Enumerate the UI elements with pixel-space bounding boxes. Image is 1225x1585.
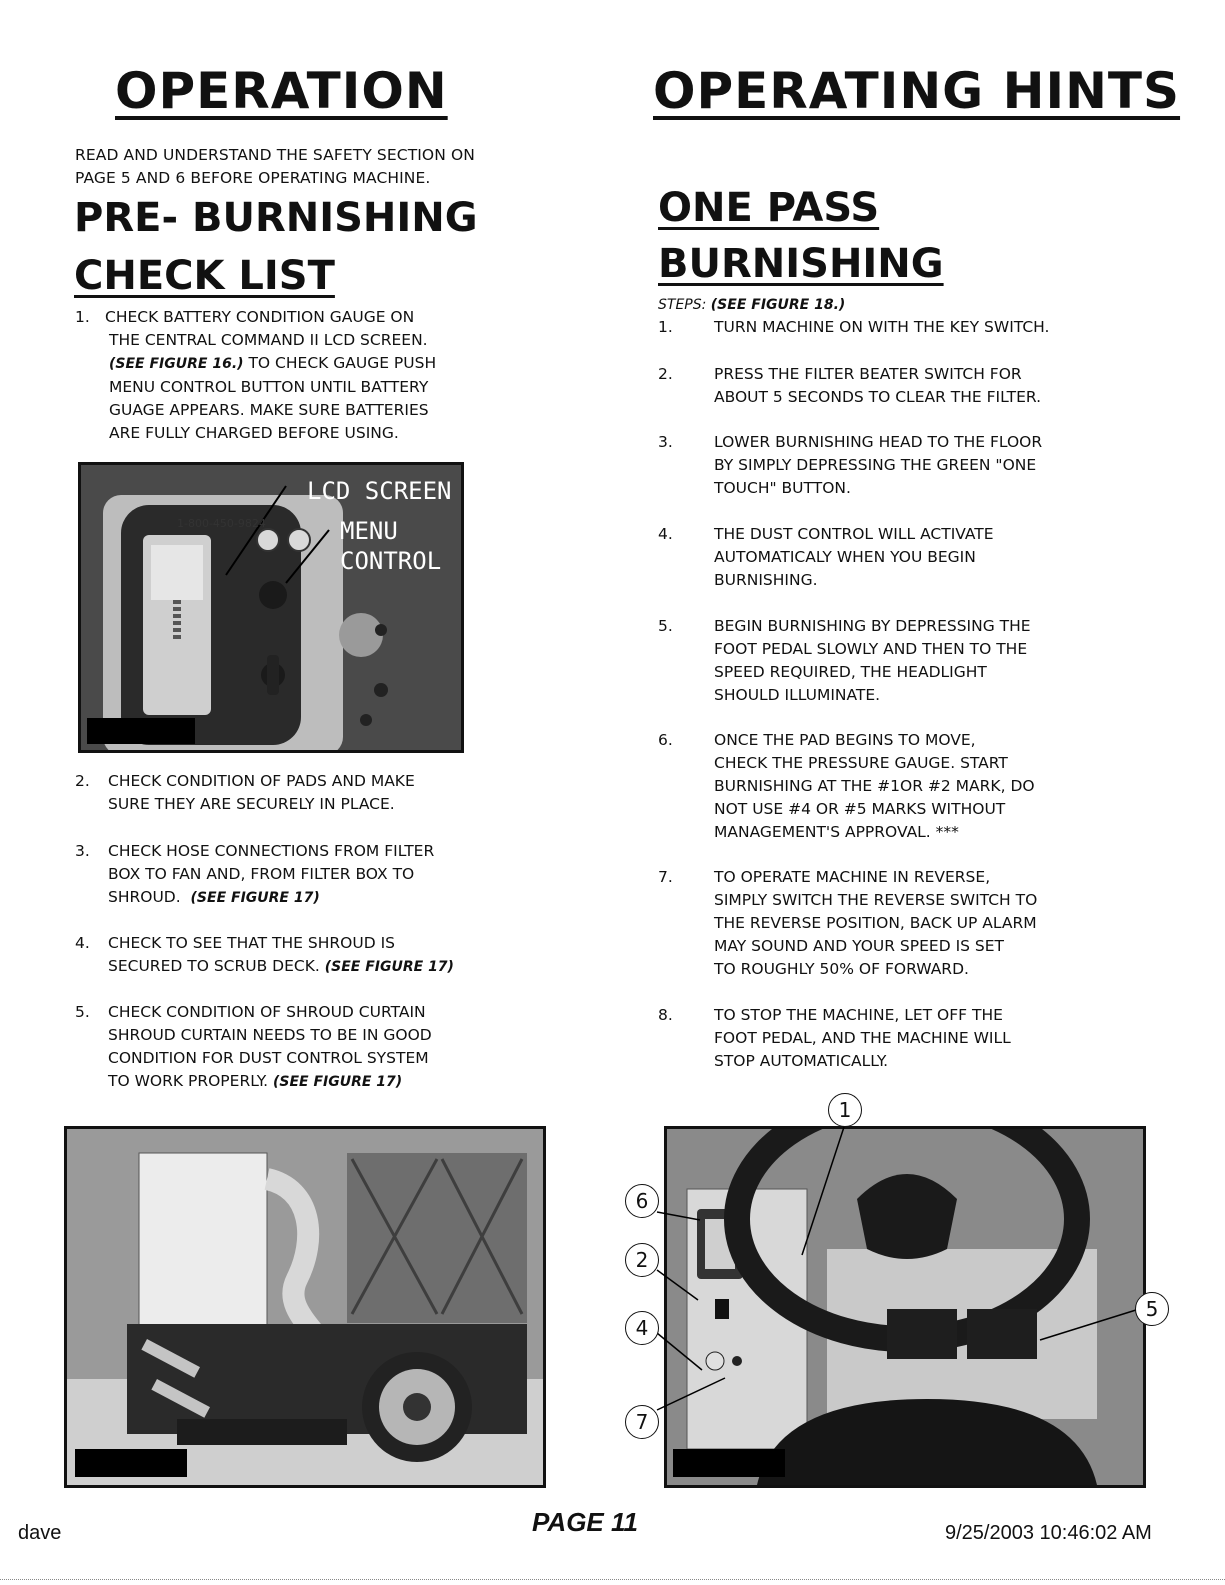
step-number: 2.	[658, 365, 673, 383]
step-number: 1.	[658, 318, 673, 336]
footer-dotted-line	[0, 1579, 1225, 1580]
item-line: BOX TO FAN AND, FROM FILTER BOX TO	[108, 865, 415, 883]
operating-hints-title: OPERATING HINTS	[653, 62, 1181, 120]
step-number: 8.	[658, 1006, 673, 1024]
footer-author: dave	[18, 1522, 62, 1544]
item-line: ARE FULLY CHARGED BEFORE USING.	[109, 424, 399, 442]
check-list-heading: CHECK LIST	[74, 253, 335, 299]
lcd-screen-label: LCD SCREEN	[307, 477, 452, 505]
figure-17-photo	[64, 1126, 546, 1488]
step-line: BY SIMPLY DEPRESSING THE GREEN "ONE	[714, 456, 1037, 474]
burnishing-heading: BURNISHING	[658, 241, 944, 287]
step-line: MAY SOUND AND YOUR SPEED IS SET	[714, 937, 1005, 955]
intro-line: READ AND UNDERSTAND THE SAFETY SECTION ON	[75, 146, 475, 164]
callout-1: 1	[828, 1093, 862, 1127]
step-line: AUTOMATICALY WHEN YOU BEGIN	[714, 548, 976, 566]
item-number: 5.	[75, 1003, 90, 1021]
checklist-item-3	[75, 840, 515, 912]
checklist-item-2	[75, 770, 515, 820]
step-line: NOT USE #4 OR #5 MARKS WITHOUT	[714, 800, 1006, 818]
figure-reference: (SEE FIGURE 17)	[272, 1074, 403, 1090]
checklist-item-4	[75, 932, 515, 982]
step-line: ABOUT 5 SECONDS TO CLEAR THE FILTER.	[714, 388, 1042, 406]
step-line: BURNISHING AT THE #1OR #2 MARK, DO	[714, 777, 1035, 795]
item-number: 4.	[75, 934, 90, 952]
step-line: BURNISHING.	[714, 571, 818, 589]
step-line: MANAGEMENT'S APPROVAL. ***	[714, 823, 959, 841]
machine-side-illustration	[67, 1129, 543, 1485]
step-number: 3.	[658, 433, 673, 451]
step-number: 6.	[658, 731, 673, 749]
step-2	[658, 363, 1178, 411]
steering-wheel-illustration	[667, 1129, 1143, 1485]
item-line: CHECK BATTERY CONDITION GAUGE ON	[105, 308, 415, 326]
step-line: TO OPERATE MACHINE IN REVERSE,	[714, 868, 991, 886]
item-line: MENU CONTROL BUTTON UNTIL BATTERY	[109, 378, 429, 396]
redacted-caption	[673, 1449, 785, 1477]
redacted-caption	[75, 1449, 187, 1477]
step-number: 5.	[658, 617, 673, 635]
operation-title: OPERATION	[115, 62, 448, 120]
footer-timestamp: 9/25/2003 10:46:02 AM	[945, 1522, 1152, 1544]
step-8	[658, 1004, 1178, 1074]
item-line: CONDITION FOR DUST CONTROL SYSTEM	[108, 1049, 429, 1067]
item-line: TO CHECK GAUGE PUSH	[243, 354, 437, 372]
step-line: SPEED REQUIRED, THE HEADLIGHT	[714, 663, 987, 681]
step-line: TO STOP THE MACHINE, LET OFF THE	[714, 1006, 1003, 1024]
item-line: GUAGE APPEARS. MAKE SURE BATTERIES	[109, 401, 429, 419]
figure-18-photo	[664, 1126, 1146, 1488]
redacted-caption	[87, 718, 195, 744]
step-line: LOWER BURNISHING HEAD TO THE FLOOR	[714, 433, 1043, 451]
item-line: SURE THEY ARE SECURELY IN PLACE.	[108, 795, 395, 813]
intro-line: PAGE 5 AND 6 BEFORE OPERATING MACHINE.	[75, 169, 431, 187]
figure-16-photo	[78, 462, 464, 753]
one-pass-heading: ONE PASS	[658, 185, 880, 231]
step-line: FOOT PEDAL, AND THE MACHINE WILL	[714, 1029, 1011, 1047]
item-line: SHROUD.	[108, 888, 191, 906]
steps-text: STEPS:	[658, 297, 711, 313]
step-6	[658, 729, 1178, 845]
pre-burnishing-title: PRE- BURNISHING	[74, 195, 478, 241]
callout-2: 2	[625, 1243, 659, 1277]
item-line: SECURED TO SCRUB DECK.	[108, 957, 325, 975]
figure-reference: (SEE FIGURE 17)	[324, 959, 454, 975]
step-7	[658, 866, 1178, 982]
item-number: 1.	[75, 308, 90, 326]
step-line: PRESS THE FILTER BEATER SWITCH FOR	[714, 365, 1022, 383]
page-number: PAGE 11	[532, 1507, 638, 1537]
item-line: CHECK CONDITION OF PADS AND MAKE	[108, 772, 415, 790]
step-number: 4.	[658, 525, 673, 543]
step-line: ONCE THE PAD BEGINS TO MOVE,	[714, 731, 976, 749]
item-line: CHECK TO SEE THAT THE SHROUD IS	[108, 934, 395, 952]
callout-7: 7	[625, 1405, 659, 1439]
figure-reference: (SEE FIGURE 17)	[190, 890, 320, 906]
control-label: CONTROL	[340, 547, 442, 575]
step-number: 7.	[658, 868, 673, 886]
callout-6: 6	[625, 1184, 659, 1218]
checklist-item-1	[75, 306, 515, 446]
control-panel-illustration	[81, 465, 461, 750]
step-line: TOUCH" BUTTON.	[714, 479, 851, 497]
callout-4: 4	[625, 1311, 659, 1345]
figure-reference: (SEE FIGURE 18.)	[710, 297, 846, 313]
checklist-item-5	[75, 1001, 515, 1096]
item-line: CHECK HOSE CONNECTIONS FROM FILTER	[108, 842, 435, 860]
step-line: TURN MACHINE ON WITH THE KEY SWITCH.	[714, 318, 1050, 336]
step-4	[658, 523, 1178, 593]
item-line: SHROUD CURTAIN NEEDS TO BE IN GOOD	[108, 1026, 432, 1044]
menu-label: MENU	[340, 517, 398, 545]
step-1	[658, 316, 1178, 340]
steps-label	[658, 295, 845, 315]
step-line: TO ROUGHLY 50% OF FORWARD.	[714, 960, 969, 978]
step-line: SIMPLY SWITCH THE REVERSE SWITCH TO	[714, 891, 1038, 909]
step-line: SHOULD ILLUMINATE.	[714, 686, 881, 704]
item-line: CHECK CONDITION OF SHROUD CURTAIN	[108, 1003, 426, 1021]
figure-reference: (SEE FIGURE 16.)	[109, 356, 244, 372]
item-line: THE CENTRAL COMMAND II LCD SCREEN.	[109, 331, 428, 349]
step-line: STOP AUTOMATICALLY.	[714, 1052, 889, 1070]
step-line: THE REVERSE POSITION, BACK UP ALARM	[714, 914, 1037, 932]
pre-burnishing-heading	[74, 190, 478, 246]
item-number: 3.	[75, 842, 90, 860]
callout-5: 5	[1135, 1292, 1169, 1326]
item-line: TO WORK PROPERLY.	[108, 1072, 273, 1090]
step-line: BEGIN BURNISHING BY DEPRESSING THE	[714, 617, 1031, 635]
step-3	[658, 431, 1178, 501]
step-5	[658, 615, 1178, 709]
step-line: THE DUST CONTROL WILL ACTIVATE	[714, 525, 994, 543]
item-number: 2.	[75, 772, 90, 790]
step-line: FOOT PEDAL SLOWLY AND THEN TO THE	[714, 640, 1028, 658]
safety-intro	[75, 144, 475, 190]
phone-number: 1-800-450-9824	[177, 517, 266, 530]
step-line: CHECK THE PRESSURE GAUGE. START	[714, 754, 1008, 772]
